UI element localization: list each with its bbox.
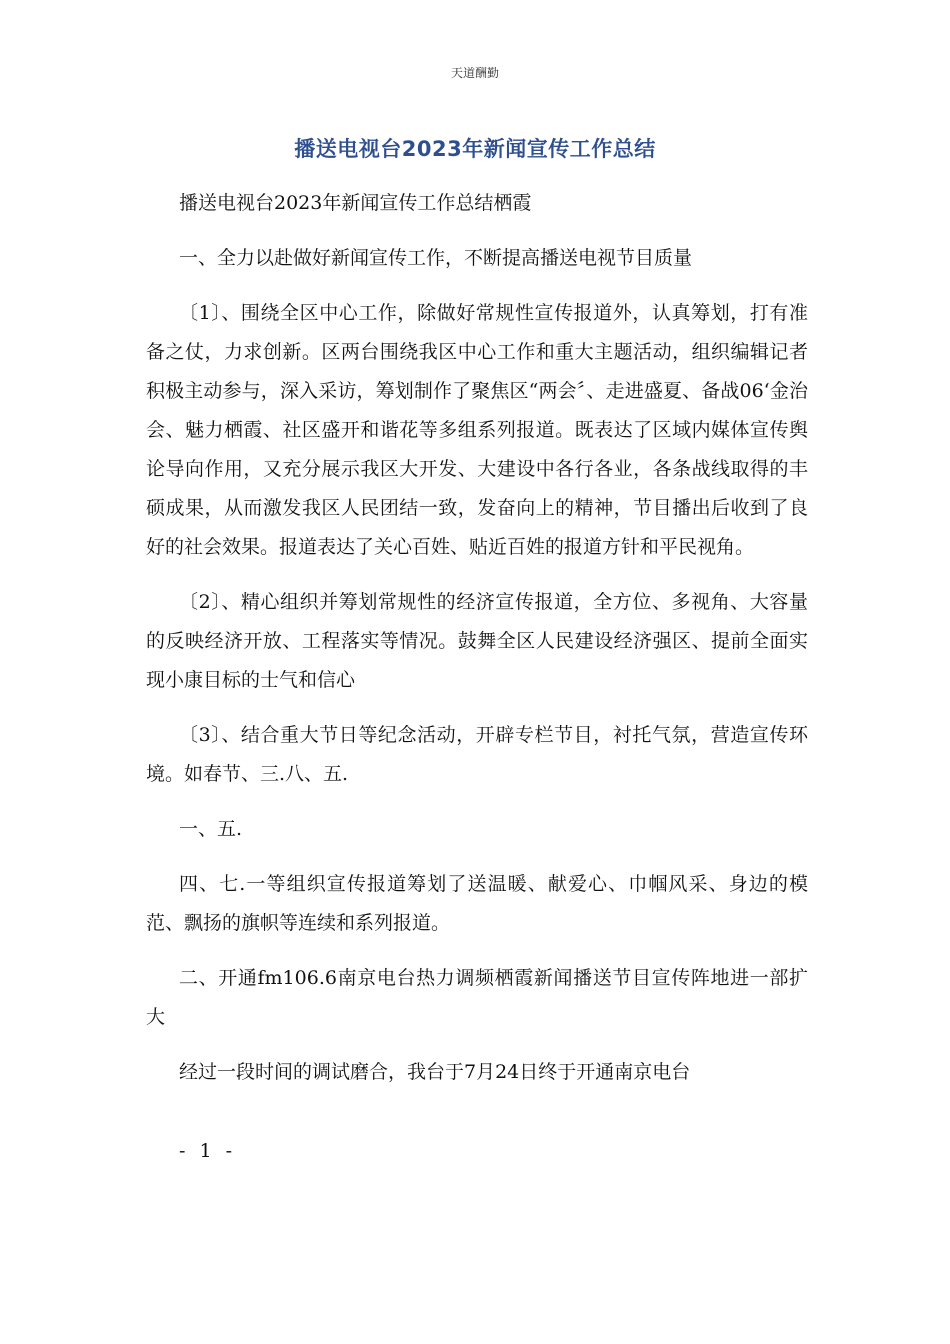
paragraph-section-2-heading: 二、开通fm106.6南京电台热力调频栖霞新闻播送节目宣传阵地进一部扩大	[146, 967, 808, 1028]
paragraph-dates: 一、五.	[179, 818, 243, 840]
paragraph-radio-launch: 经过一段时间的调试磨合，我台于7月24日终于开通南京电台	[179, 1061, 691, 1083]
page-number: - 1 -	[179, 1140, 237, 1162]
paragraph-reports: 四、七.一等组织宣传报道筹划了送温暖、献爱心、巾帼风采、身边的模范、飘扬的旗帜等连续和系列报道。	[146, 873, 808, 934]
page-header: 天道酬勤	[450, 66, 499, 80]
paragraph-item-2: 〔2〕、精心组织并筹划常规性的经济宣传报道，全方位、多视角、大容量的反映经济开放、工程落实等情况。鼓舞全区人民建设经济强区、提前全面实现小康目标的士气和信心	[146, 591, 808, 691]
paragraph-subtitle: 播送电视台2023年新闻宣传工作总结栖霞	[179, 192, 532, 214]
paragraph-item-1: 〔1〕、围绕全区中心工作，除做好常规性宣传报道外，认真筹划，打有准备之仗，力求创新。区两台围绕我区中心工作和重大主题活动，组织编辑记者积极主动参与，深入采访，筹划制作了聚焦区“两会〞、走进盛夏、备战06‘金治会、魅力栖霞、社区盛开和谐花等多组系列报道。既表达了区域内媒体宣传舆论导向作用，又充分展示我区大开发、大建设中各行各业，各条战线取得的丰硕成果，从而激发我区人民团结一致，发奋向上的精神，节目播出后收到了良好的社会效果。报道表达了关心百姓、贴近百姓的报道方针和平民视角。	[146, 302, 808, 558]
paragraph-section-1-heading: 一、全力以赴做好新闻宣传工作，不断提高播送电视节目质量	[179, 247, 693, 269]
document-body	[146, 184, 808, 1108]
paragraph-item-3: 〔3〕、结合重大节日等纪念活动，开辟专栏节目，衬托气氛，营造宣传环境。如春节、三.八、五.	[146, 724, 808, 785]
document-title: 播送电视台2023年新闻宣传工作总结	[294, 137, 656, 161]
